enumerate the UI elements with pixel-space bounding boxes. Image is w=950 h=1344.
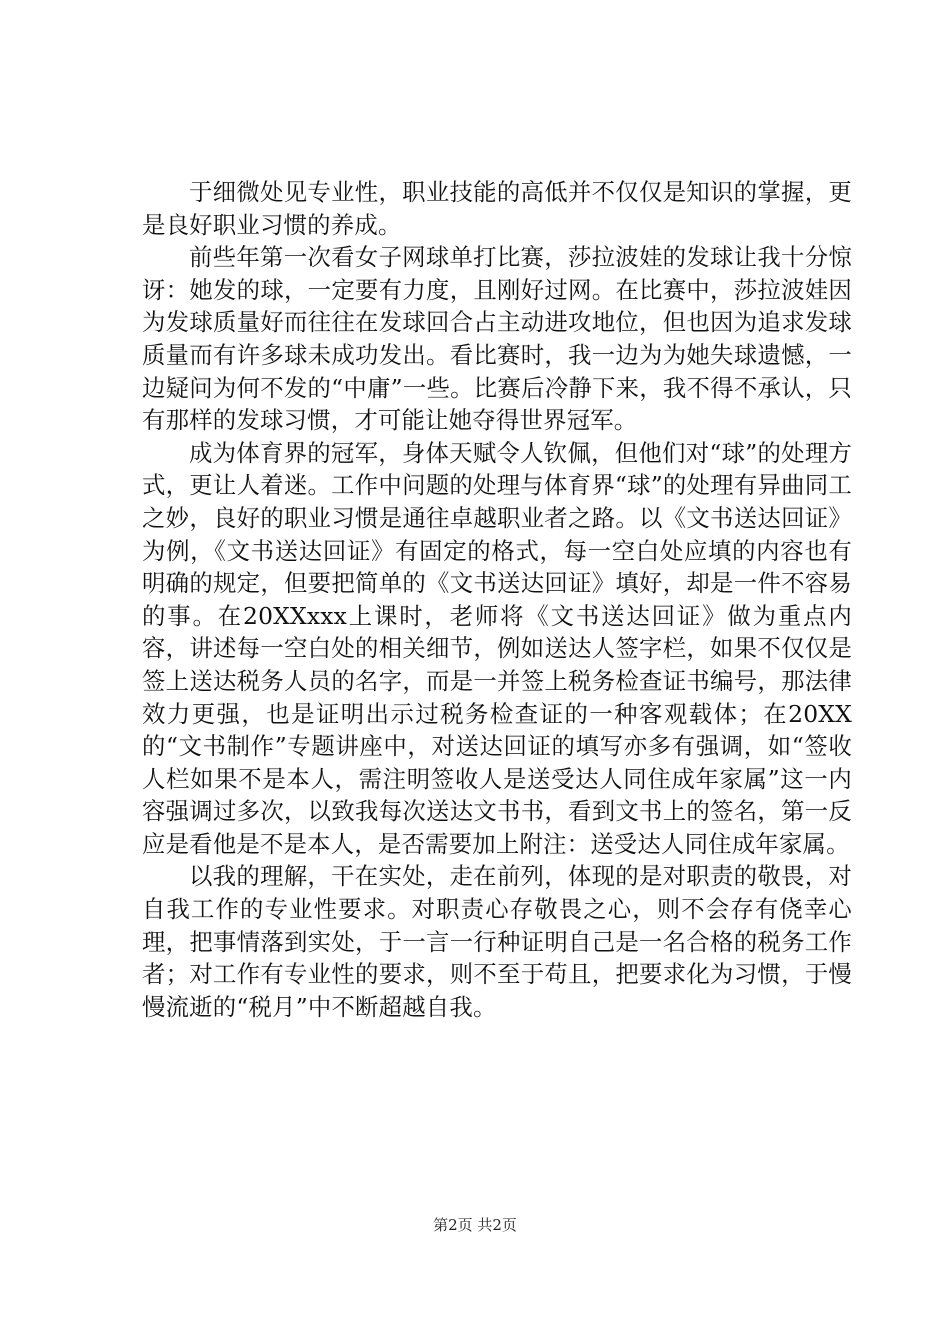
document-body (142, 176, 852, 1023)
paragraph-3: 成为体育界的冠军，身体天赋令人钦佩，但他们对“球”的处理方式，更让人着迷。工作中问题的处理与体育界“球”的处理有异曲同工之妙，良好的职业习惯是通往卓越职业者之路。以《文书送达回证》为例，《文书送达回证》有固定的格式，每一空白处应填的内容也有明确的规定，但要把简单的《文书送达回证》填好，却是一件不容易的事。在20XXxxx上课时，老师将《文书送达回证》做为重点内容，讲述每一空白处的相关细节，例如送达人签字栏，如果不仅仅是签上送达税务人员的名字，而是一并签上税务检查证书编号，那法律效力更强，也是证明出示过税务检查证的一种客观载体；在20XX的“文书制作”专题讲座中，对送达回证的填写亦多有强调，如“签收人栏如果不是本人，需注明签收人是送受达人同住成年家属”这一内容强调过多次，以致我每次送达文书书，看到文书上的签名，第一反应是看他是不是本人，是否需要加上附注：送受达人同住成年家属。 (142, 438, 852, 858)
page-footer (0, 1215, 950, 1235)
paragraph-2: 前些年第一次看女子网球单打比赛，莎拉波娃的发球让我十分惊讶：她发的球，一定要有力度，且刚好过网。在比赛中，莎拉波娃因为发球质量好而往往在发球回合占主动进攻地位，但也因为追求发球质量而有许多球未成功发出。看比赛时，我一边为为她失球遗憾，一边疑问为何不发的“中庸”一些。比赛后冷静下来，我不得不承认，只有那样的发球习惯，才可能让她夺得世界冠军。 (142, 243, 852, 435)
paragraph-1: 于细微处见专业性，职业技能的高低并不仅仅是知识的掌握，更是良好职业习惯的养成。 (142, 178, 852, 239)
page-number: 第2页 共2页 (433, 1216, 517, 1234)
paragraph-4: 以我的理解，干在实处，走在前列，体现的是对职责的敬畏，对自我工作的专业性要求。对职责心存敬畏之心，则不会存有侥幸心理，把事情落到实处，于一言一行种证明自己是一名合格的税务工作者；对工作有专业性的要求，则不至于苟且，把要求化为习惯，于慢慢流逝的“税月”中不断超越自我。 (142, 862, 852, 1021)
